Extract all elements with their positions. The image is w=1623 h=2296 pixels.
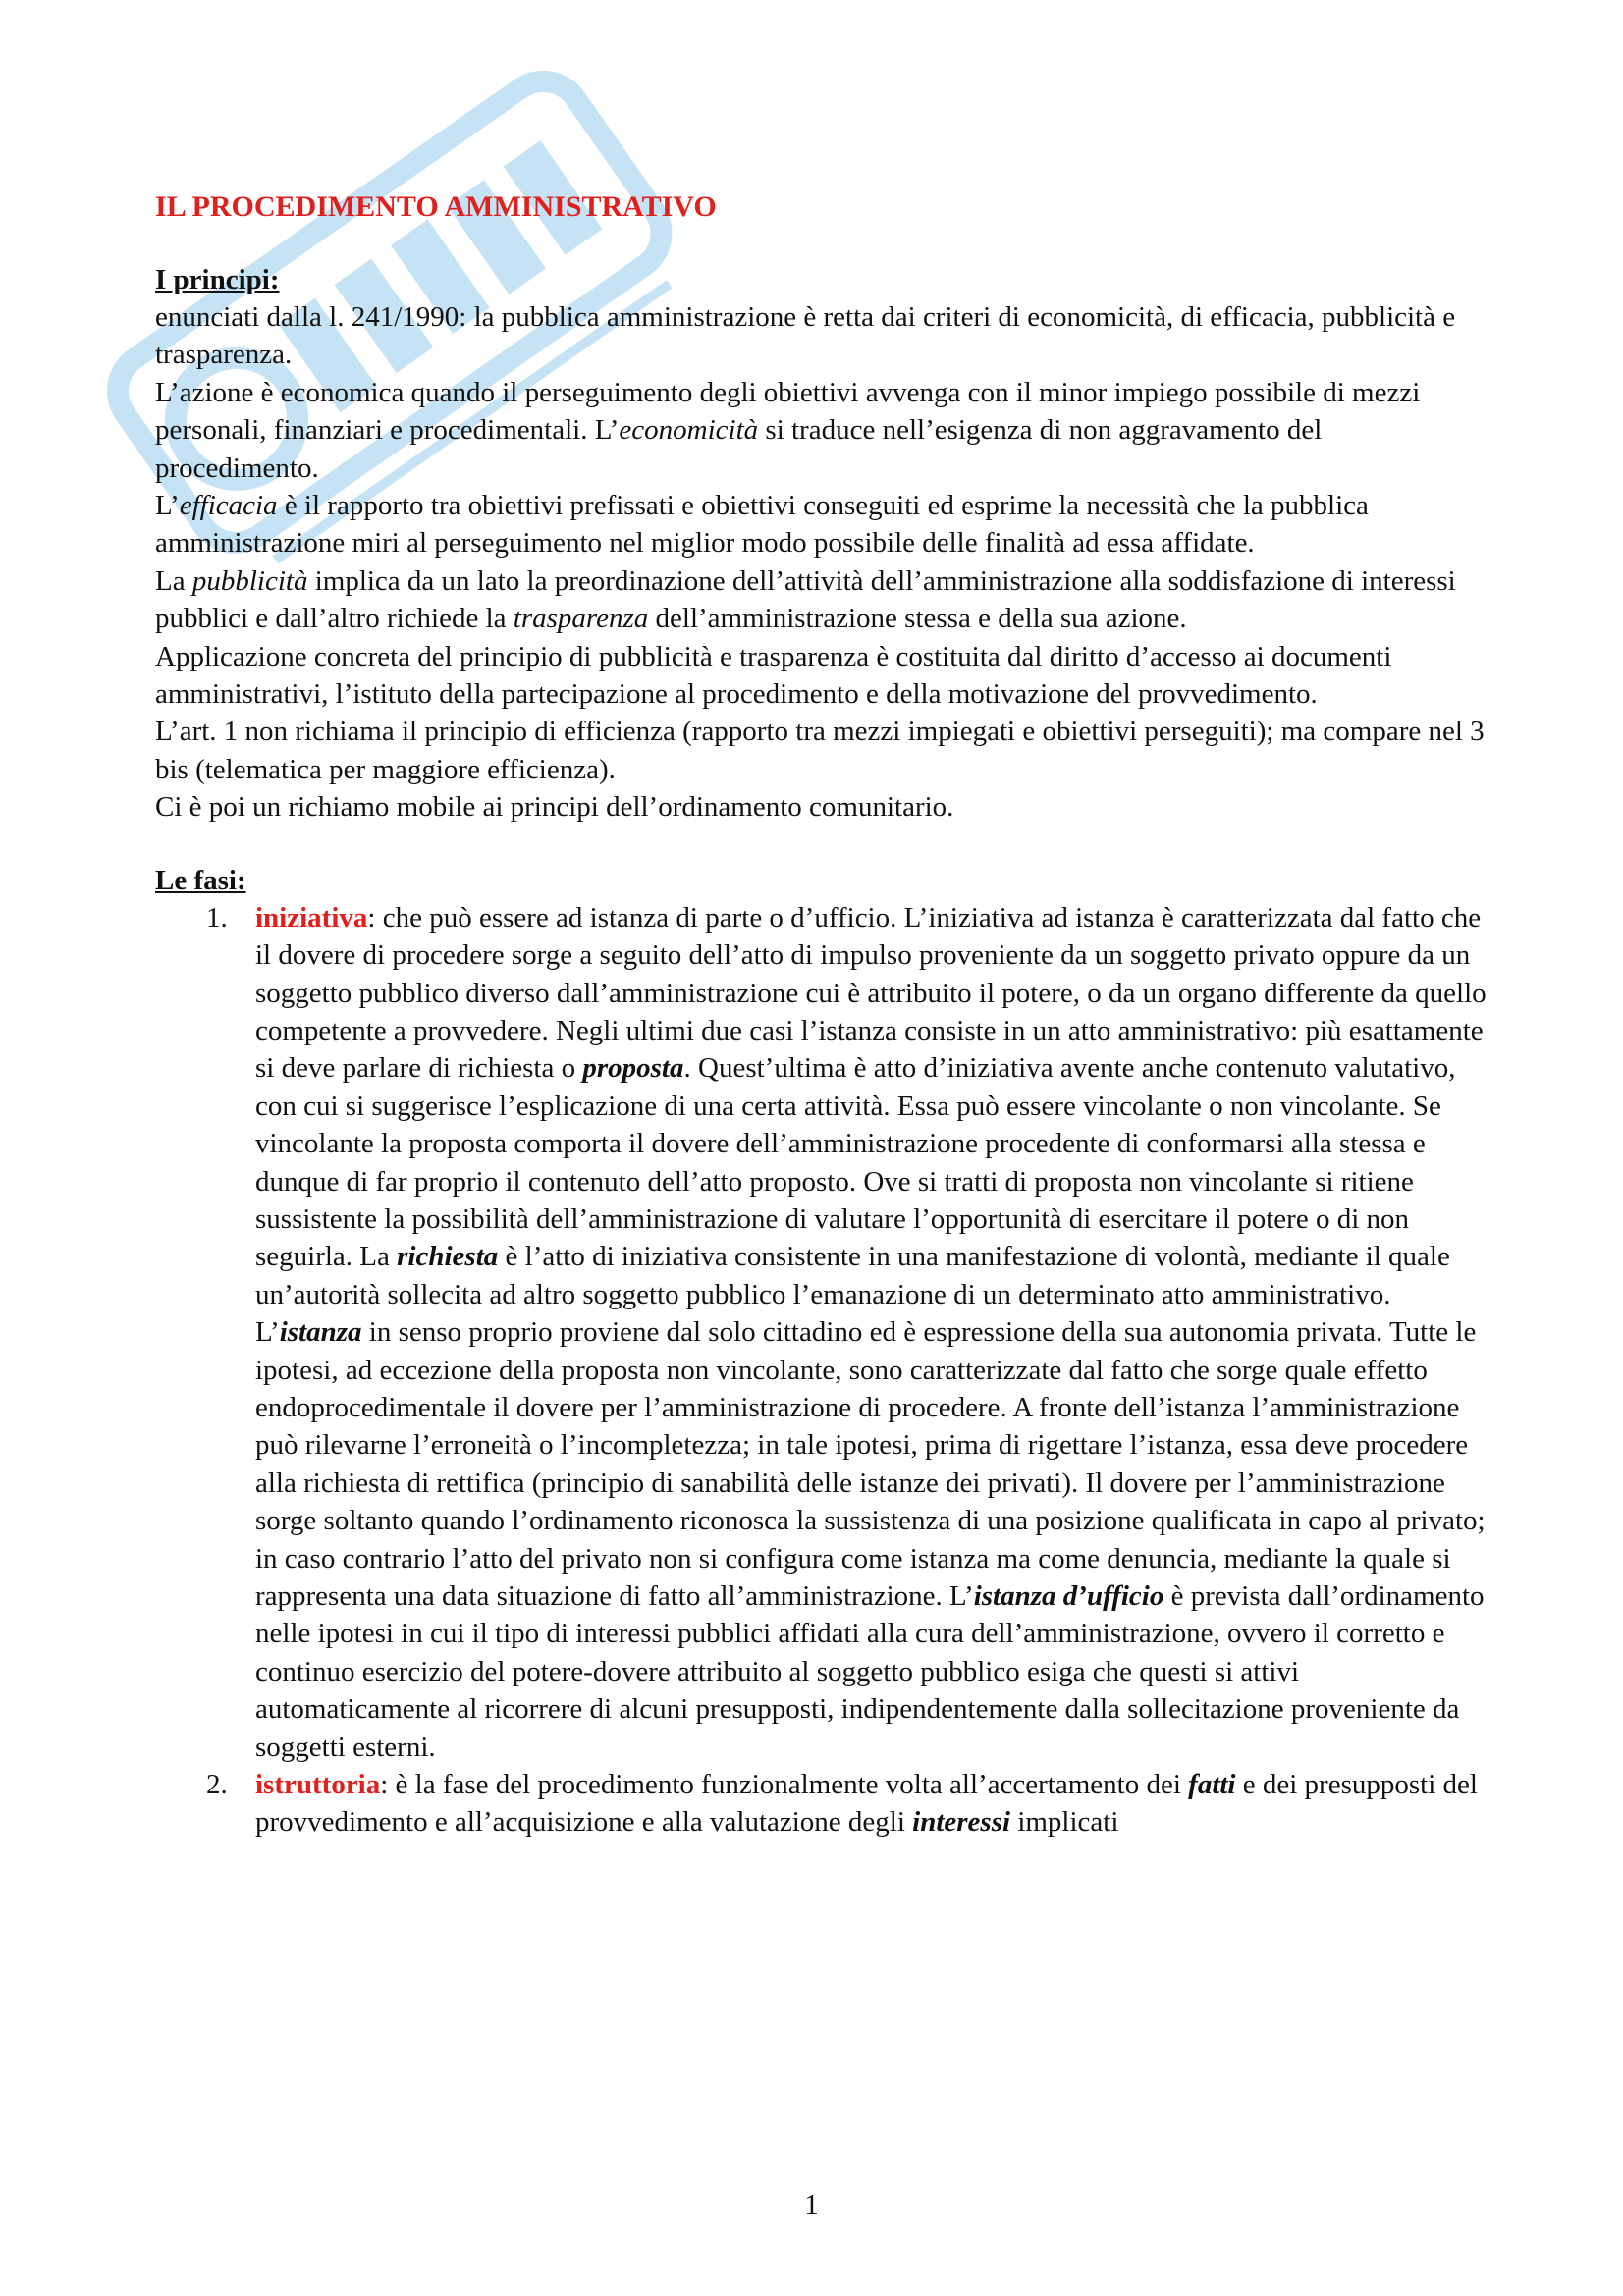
economicity-term: economicità bbox=[619, 414, 759, 447]
page-title: IL PROCEDIMENTO AMMINISTRATIVO bbox=[155, 190, 717, 223]
phase-item-istruttoria: 2. istruttoria: è la fase del procedimento funzionalmente volta all’accertamento dei fatti e dei presupposti del provvedimento e all’acquisizione e alla valutazione degli interessi implicati bbox=[155, 1766, 1490, 1842]
principles-heading: I principi: bbox=[155, 264, 280, 295]
efficiency-paragraph: L’art. 1 non richiama il principio di efficienza (rapporto tra mezzi impiegati e obiettivi perseguiti); ma compare nel 3 bis (telematica per maggiore efficienza). bbox=[155, 716, 1485, 785]
phases-heading: Le fasi: bbox=[155, 864, 246, 896]
keyword-richiesta: richiesta bbox=[397, 1241, 499, 1273]
economicity-paragraph: L’azione è economica quando il perseguimento degli obiettivi avvenga con il minor impiego possibile di mezzi personali, finanziari e procedimentali. L’economicità si traduce nell’esigenza di non aggravamento del procedimento. bbox=[155, 376, 1421, 484]
list-number: 2. bbox=[206, 1769, 228, 1801]
keyword-fatti: fatti bbox=[1188, 1769, 1236, 1801]
phase-item-iniziativa: 1. iniziativa: che può essere ad istanza di parte o d’ufficio. L’iniziativa ad istanza è caratterizzata dal fatto che il dovere di procedere sorge a seguito dell’atto di impulso proveniente da un soggetto privato oppure da un soggetto pubblico diverso dall’amministrazione cui è attribuito il potere, o da un organo differente da quello competente a provvedere. Negli ultimi due casi l’istanza consiste in un atto amministrativo: più esattamente si deve parlare di richiesta o proposta. Quest’ultima è atto d’iniziativa avente anche contenuto valutativo, con cui si suggerisce l’esplicazione di una certa attività. Essa può essere vincolante o non vincolante. Se vincolante la proposta comporta il dovere dell’amministrazione procedente di conformarsi alla stessa e dunque di far proprio il contenuto dell’atto proposto. Ove si tratti di proposta non vincolante si ritiene sussistente la possibilità dell’amministrazione di valutare l’opportunità di esercitare il potere o di non seguirla. La richiesta è l’atto di iniziativa consistente in una manifestazione di volontà, mediante il quale un’autorità sollecita ad altro soggetto pubblico l’emanazione di un determinato atto amministrativo. L’istanza in senso proprio proviene dal solo cittadino ed è espressione della sua autonomia privata. Tutte le ipotesi, ad eccezione della proposta non vincolante, sono caratterizzate dal fatto che sorge quale effetto endoprocedimentale il dovere per l’amministrazione di procedere. A fronte dell’istanza l’amministrazione può rilevarne l’erroneità o l’incompletezza; in tale ipotesi, prima di rigettare l’istanza, essa deve procedere alla richiesta di rettifica (principio di sanabilità delle istanze dei privati). Il dovere per l’amministrazione sorge soltanto quando l’ordinamento riconosca la sussistenza di una posizione qualificata in capo al privato; in caso contrario l’atto del privato non si configura come istanza ma come denuncia, mediante la quale si rappresenta una data situazione di fatto all’amministrazione. L’istanza d’ufficio è prevista dall’ordinamento nelle ipotesi in cui il tipo di interessi pubblici affidati alla cura dell’amministrazione, ovvero il corretto e continuo esercizio del potere-dovere attribuito al soggetto pubblico esiga che questi si attivi automaticamente al ricorrere di alcuni presupposti, indipendentemente dalla sollecitazione proveniente da soggetti esterni. bbox=[155, 899, 1490, 1766]
keyword-proposta: proposta bbox=[582, 1052, 684, 1085]
phase-term: iniziativa bbox=[255, 901, 368, 934]
page-number: 1 bbox=[804, 2189, 819, 2220]
publicity-paragraph: La pubblicità implica da un lato la preordinazione dell’attività dell’amministrazione alla soddisfazione di interessi pubblici e dall’altro richiede la trasparenza dell’amministrazione stessa e della sua azione. bbox=[155, 564, 1456, 635]
phase-term: istruttoria bbox=[255, 1769, 381, 1801]
keyword-istanza-ufficio: istanza d’ufficio bbox=[973, 1580, 1164, 1612]
transparency-term: trasparenza bbox=[513, 603, 649, 635]
list-number: 1. bbox=[206, 901, 228, 934]
phases-list bbox=[155, 899, 1490, 1842]
spacer bbox=[155, 226, 1490, 261]
application-paragraph: Applicazione concreta del principio di pubblicità e trasparenza è costituita dal diritto d’accesso ai documenti amministrativi, l’istituto della partecipazione al procedimento e della motivazione del provvedimento. bbox=[155, 640, 1392, 711]
keyword-istanza: istanza bbox=[279, 1316, 362, 1349]
publicity-term: pubblicità bbox=[191, 564, 308, 597]
principles-intro: enunciati dalla l. 241/1990: la pubblica amministrazione è retta dai criteri di economicità, di efficacia, pubblicità e trasparenza. bbox=[155, 301, 1456, 371]
document-page bbox=[155, 188, 1490, 1842]
efficacy-term: efficacia bbox=[179, 490, 278, 522]
efficacy-paragraph: L’efficacia è il rapporto tra obiettivi prefissati e obiettivi conseguiti ed esprime la necessità che la pubblica amministrazione miri al perseguimento nel miglior modo possibile delle finalità ad essa affidate. bbox=[155, 490, 1369, 560]
community-paragraph: Ci è poi un richiamo mobile ai principi dell’ordinamento comunitario. bbox=[155, 791, 954, 824]
spacer bbox=[155, 827, 1490, 862]
keyword-interessi: interessi bbox=[912, 1806, 1011, 1839]
